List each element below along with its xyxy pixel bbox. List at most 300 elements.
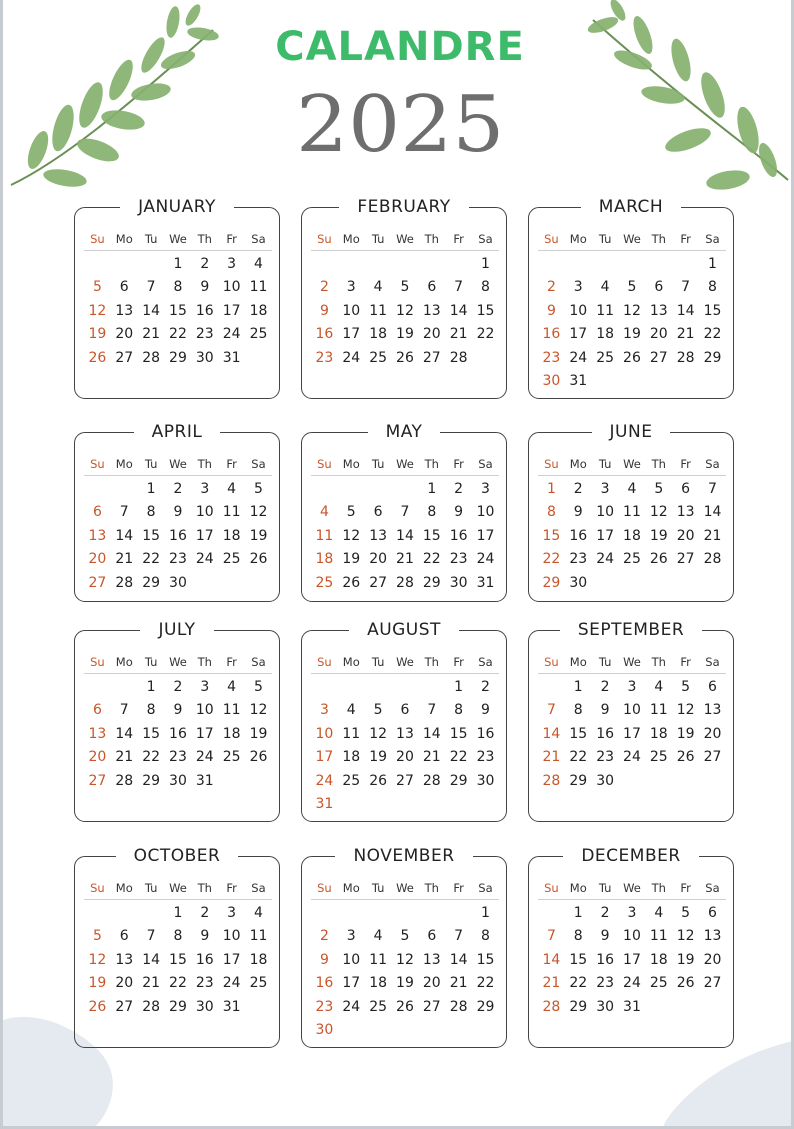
weekday-label: Fr — [226, 881, 237, 895]
day-cell: 29 — [422, 574, 441, 591]
day-cell: 4 — [254, 905, 263, 921]
day-cell: 21 — [422, 749, 441, 766]
day-cell: 18 — [649, 725, 668, 742]
empty-day-cell — [111, 253, 138, 276]
month-april — [74, 422, 280, 602]
day-cell: 20 — [422, 975, 441, 992]
day-cell: 12 — [249, 702, 268, 719]
day-cell: 28 — [142, 349, 161, 366]
day-cell: 23 — [596, 749, 615, 766]
day-cell: 31 — [315, 795, 334, 812]
weekday-label: Th — [651, 881, 666, 895]
day-cell: 8 — [481, 279, 490, 296]
day-cell: 8 — [573, 928, 583, 945]
day-cell: 24 — [623, 975, 641, 992]
weekday-label: Tu — [144, 881, 158, 895]
day-cell: 17 — [195, 725, 214, 742]
day-cell: 13 — [649, 302, 668, 319]
day-cell: 28 — [542, 772, 561, 789]
day-cell: 7 — [146, 928, 156, 945]
month-name-label: MARCH — [581, 196, 681, 218]
weekday-label: Sa — [251, 457, 266, 471]
day-cell: 1 — [454, 679, 464, 695]
weekday-label: Th — [424, 457, 439, 471]
day-cell: 28 — [542, 998, 561, 1015]
day-cell: 15 — [476, 302, 495, 319]
day-cell: 19 — [396, 975, 414, 992]
weekday-label: We — [396, 232, 414, 246]
weekday-label: Mo — [342, 457, 360, 471]
day-cell: 3 — [200, 481, 210, 497]
day-cell: 24 — [222, 975, 241, 992]
day-cell: 19 — [396, 326, 414, 343]
day-cell: 4 — [319, 504, 329, 521]
day-cells — [311, 676, 499, 816]
day-cell: 24 — [623, 749, 641, 766]
day-cell: 18 — [315, 551, 334, 568]
day-cell: 27 — [422, 998, 441, 1015]
day-cell: 17 — [342, 326, 361, 343]
day-cell: 7 — [546, 928, 556, 945]
weekday-header — [84, 228, 272, 251]
day-cell: 25 — [649, 975, 668, 992]
weekday-label: Fr — [453, 881, 464, 895]
day-cell: 6 — [119, 928, 129, 945]
day-cell: 27 — [88, 574, 107, 591]
weekday-label: We — [623, 881, 641, 895]
empty-day-cell — [445, 253, 472, 276]
month-january — [74, 197, 280, 399]
calendar-title: CALANDRE — [275, 24, 525, 70]
day-cell: 9 — [319, 302, 329, 319]
month-name — [529, 619, 733, 641]
day-cell: 16 — [315, 975, 334, 992]
day-cell: 6 — [708, 679, 717, 695]
day-cell: 14 — [449, 302, 468, 319]
day-cell: 6 — [119, 279, 129, 296]
weekday-label: Mo — [115, 457, 133, 471]
month-october — [74, 846, 280, 1048]
weekday-label: Su — [90, 655, 105, 669]
day-cell: 16 — [449, 527, 468, 544]
day-cell: 22 — [422, 551, 441, 568]
day-cell: 22 — [703, 326, 722, 343]
empty-day-cell — [311, 253, 338, 276]
day-cell: 3 — [346, 279, 356, 296]
day-cell: 11 — [249, 928, 268, 945]
day-cell: 12 — [88, 302, 107, 319]
day-cell: 1 — [481, 256, 490, 272]
day-cell: 9 — [173, 504, 183, 521]
day-cell: 2 — [200, 256, 210, 272]
day-cell: 30 — [169, 772, 187, 789]
day-cell: 21 — [449, 326, 468, 343]
day-cell: 1 — [173, 256, 183, 272]
day-cell: 14 — [676, 302, 695, 319]
weekday-label: Tu — [144, 457, 158, 471]
weekday-label: We — [623, 457, 641, 471]
day-cell: 12 — [249, 504, 268, 521]
day-cell: 31 — [222, 349, 241, 366]
day-cell: 5 — [92, 279, 102, 296]
day-cell: 19 — [88, 326, 107, 343]
day-cell: 27 — [88, 772, 107, 789]
day-cell: 8 — [481, 928, 490, 945]
day-cell: 13 — [703, 702, 722, 719]
day-cell: 10 — [623, 928, 641, 945]
day-cell: 2 — [200, 905, 210, 921]
day-cell: 30 — [195, 998, 214, 1015]
day-cell: 29 — [703, 349, 722, 366]
day-cell: 16 — [169, 725, 187, 742]
day-cell: 9 — [546, 302, 556, 319]
day-cell: 29 — [169, 349, 187, 366]
day-cell: 6 — [654, 279, 664, 296]
weekday-label: Su — [544, 457, 559, 471]
watercolor-wash-right — [623, 1040, 794, 1129]
day-cell: 15 — [142, 527, 161, 544]
day-cell: 9 — [600, 702, 610, 719]
month-june — [528, 422, 734, 602]
day-cell: 25 — [596, 349, 615, 366]
weekday-label: Sa — [251, 881, 266, 895]
day-cell: 3 — [227, 256, 237, 272]
day-cell: 23 — [315, 349, 334, 366]
weekday-label: Su — [90, 232, 105, 246]
month-may — [301, 422, 507, 602]
weekday-label: We — [169, 457, 187, 471]
day-cell: 2 — [319, 928, 329, 945]
day-cell: 26 — [676, 975, 695, 992]
month-name — [302, 619, 506, 641]
day-cell: 22 — [449, 749, 468, 766]
weekday-label: Fr — [680, 881, 691, 895]
month-july — [74, 620, 280, 822]
day-cell: 23 — [476, 749, 495, 766]
day-cell: 12 — [88, 951, 107, 968]
weekday-label: Th — [651, 232, 666, 246]
weekday-label: Su — [317, 457, 332, 471]
month-name — [75, 421, 279, 443]
day-cell: 13 — [676, 504, 695, 521]
day-cell: 19 — [623, 326, 641, 343]
day-cell: 22 — [476, 975, 495, 992]
day-cell: 14 — [142, 951, 161, 968]
day-cell: 12 — [676, 702, 695, 719]
weekday-header — [311, 228, 499, 251]
month-name — [302, 845, 506, 867]
day-cell: 11 — [222, 702, 241, 719]
day-cell: 23 — [169, 551, 187, 568]
day-cell: 11 — [623, 504, 641, 521]
day-cell: 28 — [676, 349, 695, 366]
day-cell: 15 — [169, 302, 187, 319]
day-cell: 20 — [115, 975, 134, 992]
month-name-label: APRIL — [134, 421, 221, 443]
day-cell: 9 — [481, 702, 490, 719]
day-cell: 24 — [342, 998, 361, 1015]
weekday-header — [84, 877, 272, 900]
day-cell: 2 — [454, 481, 464, 497]
day-cell: 18 — [369, 326, 388, 343]
day-cell: 20 — [676, 527, 695, 544]
empty-day-cell — [538, 676, 565, 699]
day-cell: 4 — [654, 905, 664, 921]
day-cell: 6 — [92, 702, 102, 719]
day-cell: 14 — [142, 302, 161, 319]
weekday-label: Su — [544, 881, 559, 895]
weekday-label: Su — [544, 655, 559, 669]
day-cell: 30 — [596, 772, 615, 789]
empty-day-cell — [418, 676, 445, 699]
day-cell: 20 — [369, 551, 388, 568]
day-cell: 18 — [369, 975, 388, 992]
day-cell: 5 — [400, 928, 410, 945]
weekday-header — [538, 651, 726, 674]
day-cell: 8 — [546, 504, 556, 521]
day-cell: 27 — [676, 551, 695, 568]
month-name — [529, 421, 733, 443]
day-cell: 11 — [315, 527, 334, 544]
day-cell: 4 — [627, 481, 637, 497]
day-cell: 28 — [115, 772, 134, 789]
day-cell: 2 — [173, 481, 183, 497]
day-cell: 19 — [649, 527, 668, 544]
empty-day-cell — [338, 676, 365, 699]
day-cell: 13 — [115, 951, 134, 968]
day-cell: 13 — [422, 302, 441, 319]
weekday-label: Mo — [342, 881, 360, 895]
day-cell: 7 — [681, 279, 691, 296]
empty-day-cell — [111, 676, 138, 699]
day-cell: 23 — [449, 551, 468, 568]
day-cell: 16 — [542, 326, 561, 343]
day-cell: 24 — [315, 772, 334, 789]
month-february — [301, 197, 507, 399]
day-cell: 27 — [703, 749, 722, 766]
day-cell: 7 — [708, 481, 717, 497]
month-days-grid — [538, 453, 726, 595]
day-cell: 27 — [115, 998, 134, 1015]
day-cell: 2 — [600, 905, 610, 921]
day-cell: 17 — [596, 527, 615, 544]
day-cells — [311, 478, 499, 595]
day-cell: 9 — [200, 279, 210, 296]
day-cell: 7 — [427, 702, 437, 719]
day-cell: 12 — [676, 928, 695, 945]
weekday-label: Sa — [705, 457, 720, 471]
day-cell: 21 — [676, 326, 695, 343]
day-cell: 6 — [427, 928, 437, 945]
day-cell: 17 — [476, 527, 495, 544]
weekday-label: Tu — [598, 232, 612, 246]
day-cell: 7 — [119, 504, 129, 521]
day-cell: 25 — [249, 326, 268, 343]
empty-day-cell — [538, 253, 565, 276]
weekday-label: Th — [424, 232, 439, 246]
month-name-label: JULY — [140, 619, 213, 641]
day-cell: 27 — [703, 975, 722, 992]
day-cell: 26 — [342, 574, 361, 591]
day-cell: 18 — [623, 527, 641, 544]
weekday-label: Fr — [453, 457, 464, 471]
day-cell: 17 — [222, 302, 241, 319]
day-cell: 26 — [676, 749, 695, 766]
day-cell: 27 — [369, 574, 388, 591]
month-days-grid — [311, 877, 499, 1042]
day-cell: 26 — [88, 998, 107, 1015]
weekday-label: Su — [90, 457, 105, 471]
day-cell: 20 — [703, 951, 722, 968]
weekday-label: Fr — [680, 457, 691, 471]
weekday-label: Th — [424, 655, 439, 669]
day-cell: 20 — [396, 749, 414, 766]
empty-day-cell — [84, 253, 111, 276]
day-cell: 3 — [346, 928, 356, 945]
month-name — [75, 845, 279, 867]
day-cell: 31 — [222, 998, 241, 1015]
month-name — [529, 845, 733, 867]
day-cell: 30 — [315, 1021, 334, 1038]
day-cell: 15 — [142, 725, 161, 742]
day-cell: 4 — [373, 928, 383, 945]
day-cell: 20 — [703, 725, 722, 742]
day-cell: 15 — [169, 951, 187, 968]
weekday-label: Th — [197, 232, 212, 246]
month-september — [528, 620, 734, 822]
day-cell: 8 — [454, 702, 464, 719]
day-cell: 31 — [195, 772, 214, 789]
empty-day-cell — [365, 676, 392, 699]
day-cell: 20 — [115, 326, 134, 343]
empty-day-cell — [418, 902, 445, 925]
weekday-label: Fr — [680, 655, 691, 669]
day-cell: 22 — [169, 975, 187, 992]
empty-day-cell — [311, 902, 338, 925]
day-cell: 25 — [315, 574, 334, 591]
day-cell: 29 — [169, 998, 187, 1015]
day-cell: 5 — [681, 905, 691, 921]
empty-day-cell — [538, 902, 565, 925]
day-cell: 3 — [227, 905, 237, 921]
day-cell: 28 — [449, 998, 468, 1015]
day-cell: 10 — [222, 279, 241, 296]
weekday-label: We — [396, 457, 414, 471]
weekday-label: Mo — [569, 232, 587, 246]
weekday-label: Fr — [226, 232, 237, 246]
weekday-label: Mo — [115, 881, 133, 895]
day-cells — [311, 902, 499, 1042]
month-name-label: OCTOBER — [116, 845, 239, 867]
empty-day-cell — [311, 676, 338, 699]
day-cell: 31 — [476, 574, 495, 591]
day-cell: 11 — [649, 928, 668, 945]
day-cell: 4 — [654, 679, 664, 695]
empty-day-cell — [592, 253, 619, 276]
day-cell: 29 — [476, 998, 495, 1015]
day-cell: 14 — [703, 504, 722, 521]
day-cell: 30 — [596, 998, 615, 1015]
empty-day-cell — [338, 902, 365, 925]
day-cell: 8 — [146, 702, 156, 719]
empty-day-cell — [672, 253, 699, 276]
empty-day-cell — [111, 902, 138, 925]
weekday-label: We — [396, 881, 414, 895]
day-cell: 19 — [342, 551, 361, 568]
weekday-label: Fr — [680, 232, 691, 246]
day-cell: 5 — [681, 679, 691, 695]
day-cell: 8 — [573, 702, 583, 719]
day-cell: 13 — [88, 527, 107, 544]
day-cell: 25 — [342, 772, 361, 789]
day-cell: 27 — [396, 772, 414, 789]
day-cell: 21 — [703, 527, 722, 544]
day-cell: 21 — [142, 975, 161, 992]
weekday-label: We — [169, 655, 187, 669]
day-cell: 31 — [623, 998, 641, 1015]
day-cell: 1 — [481, 905, 490, 921]
day-cell: 27 — [649, 349, 668, 366]
day-cell: 23 — [542, 349, 561, 366]
day-cell: 1 — [546, 481, 556, 497]
day-cell: 22 — [142, 551, 161, 568]
day-cell: 16 — [596, 951, 615, 968]
day-cell: 26 — [396, 349, 414, 366]
day-cell: 21 — [115, 749, 134, 766]
day-cell: 22 — [542, 551, 561, 568]
day-cell: 17 — [315, 749, 334, 766]
day-cell: 4 — [254, 256, 263, 272]
weekday-label: Su — [544, 232, 559, 246]
day-cell: 10 — [342, 951, 361, 968]
day-cell: 3 — [319, 702, 329, 719]
day-cell: 2 — [546, 279, 556, 296]
day-cell: 19 — [249, 527, 268, 544]
day-cell: 21 — [142, 326, 161, 343]
weekday-label: Fr — [226, 457, 237, 471]
day-cell: 2 — [573, 481, 583, 497]
weekday-label: Tu — [371, 457, 385, 471]
month-name-label: NOVEMBER — [335, 845, 472, 867]
day-cell: 28 — [422, 772, 441, 789]
day-cell: 21 — [115, 551, 134, 568]
day-cell: 16 — [169, 527, 187, 544]
weekday-label: Tu — [371, 655, 385, 669]
weekday-label: Th — [651, 655, 666, 669]
day-cell: 15 — [422, 527, 441, 544]
day-cell: 7 — [146, 279, 156, 296]
day-cell: 24 — [222, 326, 241, 343]
weekday-label: Su — [317, 881, 332, 895]
weekday-label: Fr — [226, 655, 237, 669]
day-cell: 24 — [569, 349, 588, 366]
day-cell: 17 — [569, 326, 588, 343]
month-name-label: JUNE — [592, 421, 671, 443]
day-cell: 24 — [596, 551, 615, 568]
month-name-label: SEPTEMBER — [560, 619, 702, 641]
day-cell: 2 — [600, 679, 610, 695]
day-cells — [84, 478, 272, 595]
day-cell: 21 — [396, 551, 414, 568]
day-cell: 17 — [195, 527, 214, 544]
day-cell: 22 — [142, 749, 161, 766]
day-cell: 17 — [342, 975, 361, 992]
empty-day-cell — [445, 902, 472, 925]
weekday-header — [311, 877, 499, 900]
day-cell: 9 — [454, 504, 464, 521]
day-cell: 16 — [315, 326, 334, 343]
day-cell: 13 — [369, 527, 388, 544]
